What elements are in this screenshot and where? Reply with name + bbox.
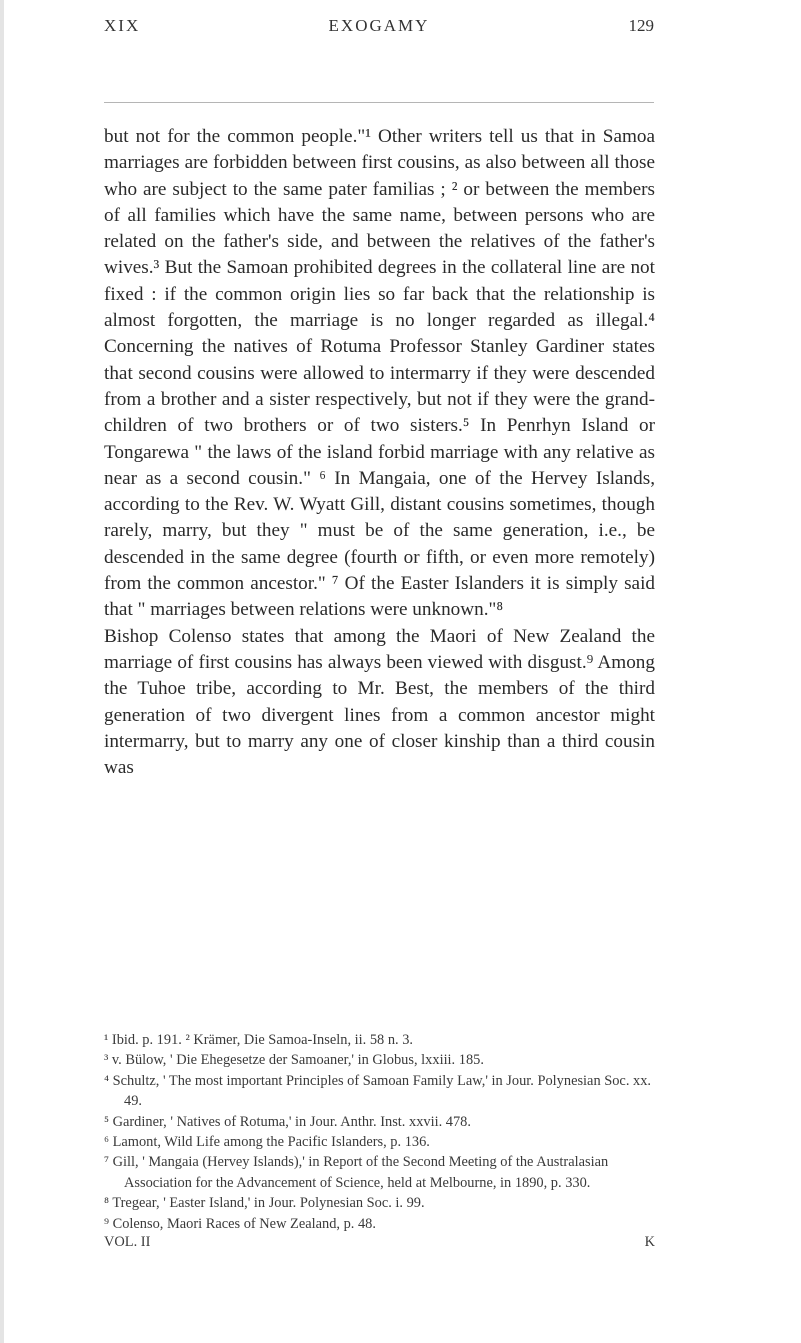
footnote: ⁵ Gardiner, ' Natives of Rotuma,' in Jour. Anthr. Inst. xxvii. 478. (104, 1113, 471, 1130)
running-header (104, 14, 654, 38)
page-edge-shadow (0, 0, 4, 1343)
page-number: 129 (628, 16, 654, 35)
footnote: ⁴ Schultz, ' The most important Principles of Samoan Family Law,' in Jour. Polynesian Soc. xx. 49. (104, 1072, 652, 1110)
paragraph: Bishop Colenso states that among the Maori of New Zealand the marriage of first cousins has always been viewed with disgust.⁹ Among the Tuhoe tribe, according to Mr. Best, the members of the third generation of two divergent lines from a common ancestor might intermarry, but to marry any one of closer kinship than a third cousin was (104, 625, 655, 779)
footnote: ⁷ Gill, ' Mangaia (Hervey Islands),' in Report of the Second Meeting of the Australasian Association for the Advancement of Science, held at Melbourne, in 1890, p. 330. (104, 1154, 609, 1191)
footnote: ⁶ Lamont, Wild Life among the Pacific Islanders, p. 136. (104, 1134, 430, 1151)
main-text (104, 124, 655, 781)
signature-mark: K (644, 1234, 655, 1250)
paragraph: but not for the common people."¹ Other writers tell us that in Samoa marriages are forbidden between first cousins, as also between all those who are subject to the same pater familias ; ² or between the members of all families which have the same name, between persons who are related on the father's side, and between the relatives of the father's wives.³ But the Samoan prohibited degrees in the collateral line are not fixed : if the common origin lies so far back that the relationship is almost forgotten, the marriage is no longer regarded as illegal.⁴ Concerning the natives of Rotuma Professor Stanley Gardiner states that second cousins were allowed to intermarry if they were descended from a brother and a sister respectively, but not if they were the grand-children of two brothers or of two sisters.⁵ In Penrhyn Island or Tongarewa " the laws of the island forbid marriage with any relative as near as a second cousin." ⁶ In Mangaia, one of the Hervey Islands, according to the Rev. W. Wyatt Gill, distant cousins sometimes, though rarely, marry, but they " must be of the same generation, i.e., be descended in the same degree (fourth or fifth, or even more remotely) from the common ancestor." ⁷ Of the Easter Islanders it is simply said that " marriages between relations were unknown."⁸ (104, 126, 655, 621)
chapter-number: XIX (104, 16, 141, 35)
page-footer (104, 1234, 655, 1256)
footnote: ¹ Ibid. p. 191. ² Krämer, Die Samoa-Inseln, ii. 58 n. 3. (104, 1032, 413, 1048)
volume-mark: VOL. II (104, 1234, 151, 1250)
header-rule (104, 102, 654, 103)
footnote: ³ v. Bülow, ' Die Ehegesetze der Samoaner,' in Globus, lxxiii. 185. (104, 1052, 484, 1069)
footnote: ⁸ Tregear, ' Easter Island,' in Jour. Polynesian Soc. i. 99. (104, 1195, 425, 1212)
footnotes (104, 1030, 655, 1234)
chapter-title: EXOGAMY (328, 16, 430, 35)
footnote: ⁹ Colenso, Maori Races of New Zealand, p. 48. (104, 1215, 376, 1232)
